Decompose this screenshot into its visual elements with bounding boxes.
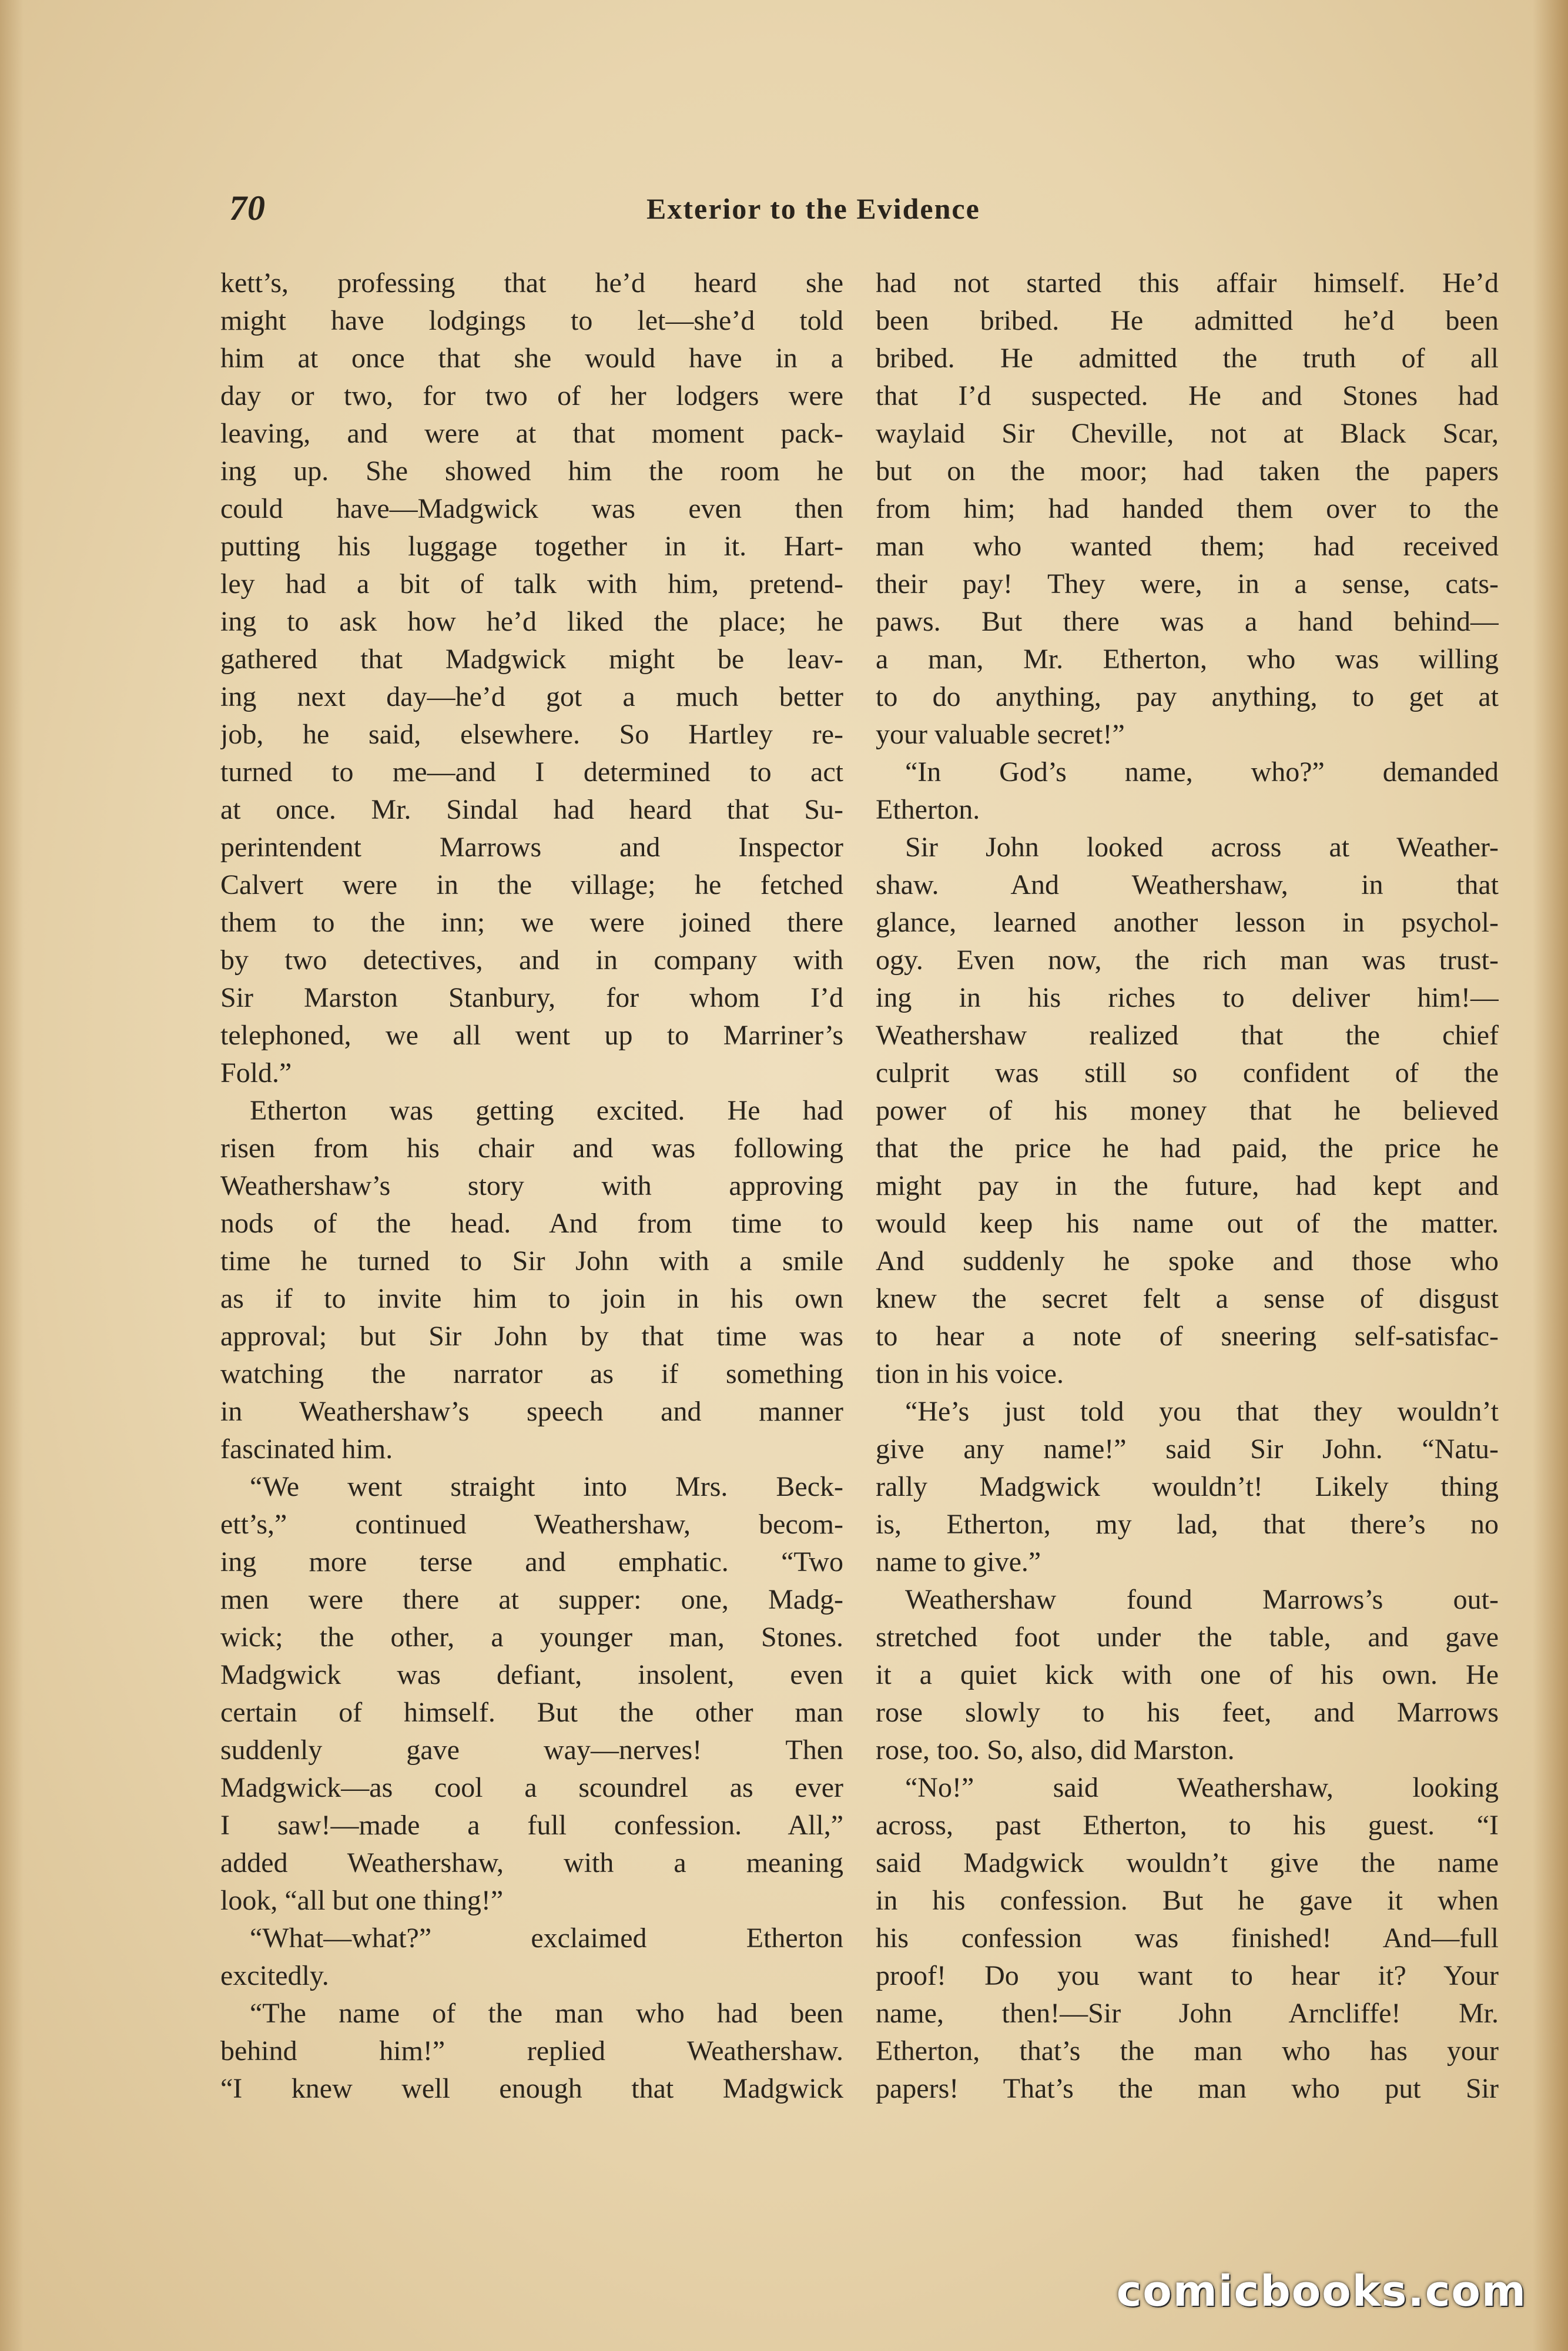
text-line: as if to invite him to join in his own xyxy=(220,1283,843,1314)
text-line: proof! Do you want to hear it? Your xyxy=(876,1960,1499,1991)
text-line: Weathershaw realized that the chief xyxy=(876,1020,1499,1051)
page-edge-shadow-right xyxy=(1533,0,1568,2351)
text-line: by two detectives, and in company with xyxy=(220,945,843,976)
text-line: across, past Etherton, to his guest. “I xyxy=(876,1810,1499,1841)
text-line: Etherton. xyxy=(876,794,980,825)
text-line: man who wanted them; had received xyxy=(876,531,1499,562)
text-line: ing in his riches to deliver him!— xyxy=(876,982,1499,1013)
page-edge-shadow-left xyxy=(0,0,24,2351)
text-line: Weathershaw found Marrows’s out- xyxy=(905,1584,1499,1615)
text-line: rose, too. So, also, did Marston. xyxy=(876,1734,1235,1766)
text-line: shaw. And Weathershaw, in that xyxy=(876,869,1499,900)
text-line: time he turned to Sir John with a smile xyxy=(220,1245,843,1277)
text-line: kett’s, professing that he’d heard she xyxy=(220,267,843,299)
text-line: suddenly gave way—nerves! Then xyxy=(220,1734,843,1766)
text-line: said Madgwick wouldn’t give the name xyxy=(876,1847,1499,1878)
text-line: excitedly. xyxy=(220,1960,329,1991)
text-line: ing to ask how he’d liked the place; he xyxy=(220,606,843,637)
text-line: telephoned, we all went up to Marriner’s xyxy=(220,1020,843,1051)
text-line: Sir Marston Stanbury, for whom I’d xyxy=(220,982,843,1013)
watermark: comicbooks.com xyxy=(1116,2266,1527,2316)
text-line: fascinated him. xyxy=(220,1434,393,1465)
text-line: a man, Mr. Etherton, who was willing xyxy=(876,644,1499,675)
text-line: Fold.” xyxy=(220,1057,292,1089)
text-line: power of his money that he believed xyxy=(876,1095,1499,1126)
text-line: been bribed. He admitted he’d been xyxy=(876,305,1499,336)
text-line: from him; had handed them over to the xyxy=(876,493,1499,524)
text-line: Calvert were in the village; he fetched xyxy=(220,869,843,900)
text-line: but on the moor; had taken the papers xyxy=(876,456,1499,487)
text-line: “No!” said Weathershaw, looking xyxy=(905,1772,1499,1803)
text-line: “The name of the man who had been xyxy=(250,1998,843,2029)
text-line: wick; the other, a younger man, Stones. xyxy=(220,1622,843,1653)
text-line: men were there at supper: one, Madg- xyxy=(220,1584,843,1615)
text-line: to do anything, pay anything, to get at xyxy=(876,681,1499,712)
page-header xyxy=(212,188,1499,235)
text-line: them to the inn; we were joined there xyxy=(220,907,843,938)
left-text-column xyxy=(220,264,843,2108)
text-line: day or two, for two of her lodgers were xyxy=(220,380,843,411)
text-line: papers! That’s the man who put Sir xyxy=(876,2073,1499,2104)
text-line: ing next day—he’d got a much better xyxy=(220,681,843,712)
text-line: paws. But there was a hand behind— xyxy=(876,606,1499,637)
text-line: might have lodgings to let—she’d told xyxy=(220,305,843,336)
text-line: behind him!” replied Weathershaw. xyxy=(220,2035,843,2067)
text-line: ing more terse and emphatic. “Two xyxy=(220,1546,843,1578)
text-line: waylaid Sir Cheville, not at Black Scar, xyxy=(876,418,1499,449)
text-line: “In God’s name, who?” demanded xyxy=(905,756,1499,788)
text-line: gathered that Madgwick might be leav- xyxy=(220,644,843,675)
right-text-column xyxy=(876,264,1499,2108)
text-line: Madgwick—as cool a scoundrel as ever xyxy=(220,1772,843,1803)
text-line: glance, learned another lesson in psychol- xyxy=(876,907,1499,938)
text-line: in his confession. But he gave it when xyxy=(876,1885,1499,1916)
text-line: that I’d suspected. He and Stones had xyxy=(876,380,1499,411)
text-line: name to give.” xyxy=(876,1546,1041,1578)
text-line: culprit was still so confident of the xyxy=(876,1057,1499,1089)
text-line: And suddenly he spoke and those who xyxy=(876,1245,1499,1277)
running-title: Exterior to the Evidence xyxy=(646,192,980,225)
text-line: might pay in the future, had kept and xyxy=(876,1170,1499,1201)
page-number: 70 xyxy=(229,189,266,227)
text-line: it a quiet kick with one of his own. He xyxy=(876,1659,1499,1690)
text-line: Madgwick was defiant, insolent, even xyxy=(220,1659,843,1690)
text-line: look, “all but one thing!” xyxy=(220,1885,504,1916)
text-line: Etherton was getting excited. He had xyxy=(250,1095,843,1126)
text-line: risen from his chair and was following xyxy=(220,1133,843,1164)
text-line: in Weathershaw’s speech and manner xyxy=(220,1396,843,1427)
text-line: certain of himself. But the other man xyxy=(220,1697,843,1728)
text-line: job, he said, elsewhere. So Hartley re- xyxy=(220,719,843,750)
text-line: “I knew well enough that Madgwick xyxy=(220,2073,843,2104)
text-line: give any name!” said Sir John. “Natu- xyxy=(876,1434,1499,1465)
text-line: your valuable secret!” xyxy=(876,719,1125,750)
text-line: stretched foot under the table, and gave xyxy=(876,1622,1499,1653)
text-line: Weathershaw’s story with approving xyxy=(220,1170,843,1201)
text-line: rally Madgwick wouldn’t! Likely thing xyxy=(876,1471,1499,1502)
text-line: rose slowly to his feet, and Marrows xyxy=(876,1697,1499,1728)
text-line: “He’s just told you that they wouldn’t xyxy=(905,1396,1499,1427)
text-line: watching the narrator as if something xyxy=(220,1358,843,1389)
text-line: bribed. He admitted the truth of all xyxy=(876,343,1499,374)
text-line: Etherton, that’s the man who has your xyxy=(876,2035,1499,2067)
text-line: his confession was finished! And—full xyxy=(876,1923,1499,1954)
text-line: him at once that she would have in a xyxy=(220,343,843,374)
text-line: ogy. Even now, the rich man was trust- xyxy=(876,945,1499,976)
text-line: ing up. She showed him the room he xyxy=(220,456,843,487)
text-line: to hear a note of sneering self-satisfac- xyxy=(876,1321,1499,1352)
text-line: had not started this affair himself. He’d xyxy=(876,267,1499,299)
text-line: nods of the head. And from time to xyxy=(220,1208,843,1239)
text-line: I saw!—made a full confession. All,” xyxy=(220,1810,843,1841)
text-line: perintendent Marrows and Inspector xyxy=(220,832,843,863)
text-line: “We went straight into Mrs. Beck- xyxy=(250,1471,843,1502)
text-line: would keep his name out of the matter. xyxy=(876,1208,1499,1239)
text-line: approval; but Sir John by that time was xyxy=(220,1321,843,1352)
text-line: added Weathershaw, with a meaning xyxy=(220,1847,843,1878)
text-line: turned to me—and I determined to act xyxy=(220,756,843,788)
text-line: could have—Madgwick was even then xyxy=(220,493,843,524)
text-line: ley had a bit of talk with him, pretend- xyxy=(220,568,843,600)
text-line: name, then!—Sir John Arncliffe! Mr. xyxy=(876,1998,1499,2029)
text-line: that the price he had paid, the price he xyxy=(876,1133,1499,1164)
text-line: putting his luggage together in it. Hart- xyxy=(220,531,843,562)
text-line: is, Etherton, my lad, that there’s no xyxy=(876,1509,1499,1540)
text-line: ett’s,” continued Weathershaw, becom- xyxy=(220,1509,843,1540)
text-line: leaving, and were at that moment pack- xyxy=(220,418,843,449)
text-line: their pay! They were, in a sense, cats- xyxy=(876,568,1499,600)
text-line: knew the secret felt a sense of disgust xyxy=(876,1283,1499,1314)
text-line: “What—what?” exclaimed Etherton xyxy=(250,1923,843,1954)
text-line: at once. Mr. Sindal had heard that Su- xyxy=(220,794,843,825)
text-line: Sir John looked across at Weather- xyxy=(905,832,1499,863)
text-line: tion in his voice. xyxy=(876,1358,1064,1389)
